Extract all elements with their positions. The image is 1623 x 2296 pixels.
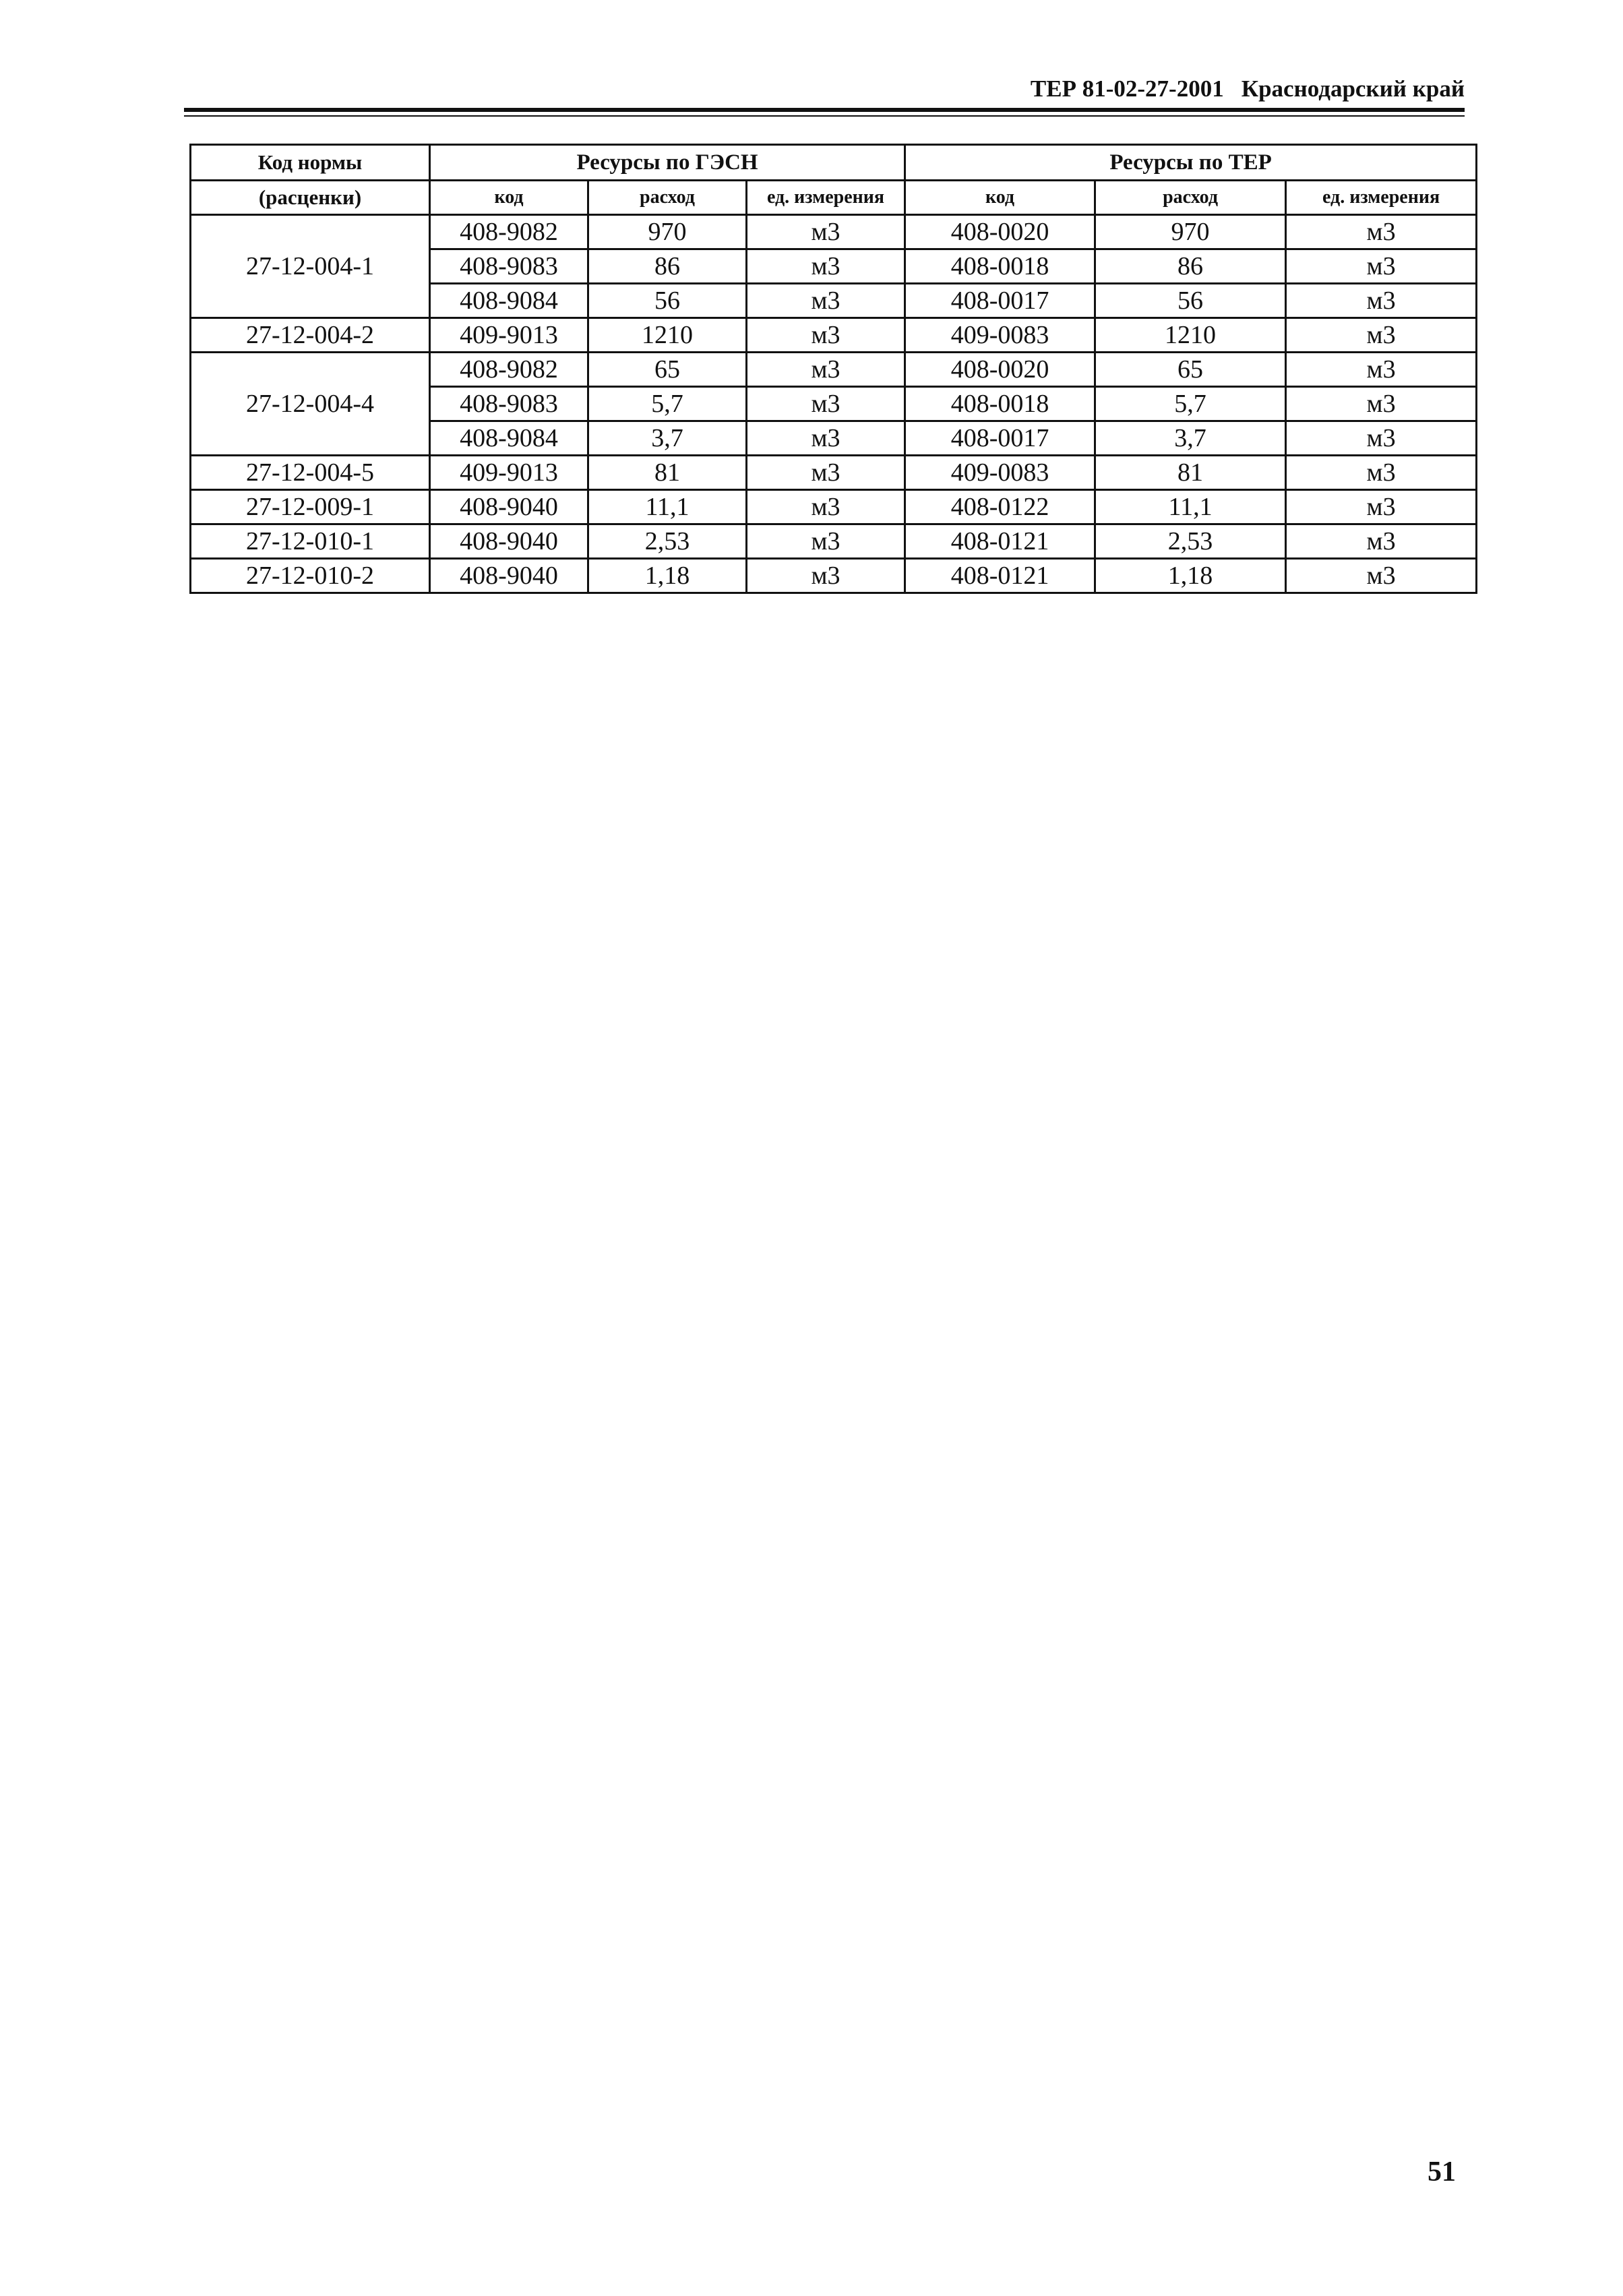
norm-code-cell: 27-12-010-1 <box>191 524 430 559</box>
gesn-usage-cell: 1210 <box>588 318 747 353</box>
header-rule-thin <box>184 115 1465 117</box>
gesn-code-cell: 408-9083 <box>430 249 588 284</box>
ter-code-header: код <box>905 181 1095 215</box>
gesn-usage-cell: 1,18 <box>588 559 747 593</box>
table-row <box>191 524 1477 559</box>
ter-unit-cell: м3 <box>1286 559 1477 593</box>
ter-code-cell: 408-0121 <box>905 524 1095 559</box>
ter-unit-cell: м3 <box>1286 456 1477 490</box>
ter-usage-cell: 56 <box>1095 284 1286 318</box>
ter-unit-cell: м3 <box>1286 215 1477 249</box>
page-number: 51 <box>1428 2156 1456 2187</box>
gesn-unit-cell: м3 <box>747 490 905 524</box>
running-header <box>184 75 1465 102</box>
ter-code-cell: 409-0083 <box>905 318 1095 353</box>
gesn-code-cell: 408-9040 <box>430 559 588 593</box>
gesn-usage-cell: 81 <box>588 456 747 490</box>
gesn-usage-cell: 11,1 <box>588 490 747 524</box>
ter-unit-cell: м3 <box>1286 524 1477 559</box>
gesn-unit-cell: м3 <box>747 353 905 387</box>
ter-code-cell: 408-0020 <box>905 215 1095 249</box>
gesn-code-cell: 408-9040 <box>430 524 588 559</box>
gesn-code-header: код <box>430 181 588 215</box>
gesn-unit-header: ед. измерения <box>747 181 905 215</box>
ter-usage-cell: 5,7 <box>1095 387 1286 421</box>
norm-code-cell: 27-12-004-2 <box>191 318 430 353</box>
norm-code-cell: 27-12-009-1 <box>191 490 430 524</box>
header-rule-thick <box>184 108 1465 112</box>
document-code: ТЕР 81-02-27-2001 <box>1030 75 1224 102</box>
gesn-code-cell: 408-9084 <box>430 421 588 456</box>
gesn-unit-cell: м3 <box>747 284 905 318</box>
gesn-code-cell: 408-9082 <box>430 353 588 387</box>
gesn-usage-cell: 3,7 <box>588 421 747 456</box>
ter-code-cell: 409-0083 <box>905 456 1095 490</box>
ter-usage-cell: 3,7 <box>1095 421 1286 456</box>
ter-unit-cell: м3 <box>1286 284 1477 318</box>
gesn-usage-cell: 5,7 <box>588 387 747 421</box>
ter-unit-cell: м3 <box>1286 387 1477 421</box>
ter-unit-cell: м3 <box>1286 249 1477 284</box>
norm-code-cell: 27-12-010-2 <box>191 559 430 593</box>
ter-code-cell: 408-0018 <box>905 249 1095 284</box>
gesn-code-cell: 408-9083 <box>430 387 588 421</box>
gesn-unit-cell: м3 <box>747 249 905 284</box>
norm-code-cell: 27-12-004-1 <box>191 215 430 318</box>
norm-code-header-sub: (расценки) <box>191 181 430 215</box>
gesn-group-header: Ресурсы по ГЭСН <box>430 145 905 181</box>
table-row <box>191 456 1477 490</box>
table-row <box>191 559 1477 593</box>
ter-usage-cell: 65 <box>1095 353 1286 387</box>
gesn-usage-cell: 86 <box>588 249 747 284</box>
gesn-unit-cell: м3 <box>747 215 905 249</box>
ter-unit-cell: м3 <box>1286 353 1477 387</box>
gesn-unit-cell: м3 <box>747 559 905 593</box>
gesn-code-cell: 408-9084 <box>430 284 588 318</box>
ter-group-header: Ресурсы по ТЕР <box>905 145 1477 181</box>
gesn-code-cell: 409-9013 <box>430 318 588 353</box>
resources-table <box>189 144 1477 594</box>
ter-usage-cell: 11,1 <box>1095 490 1286 524</box>
ter-unit-cell: м3 <box>1286 421 1477 456</box>
ter-usage-cell: 81 <box>1095 456 1286 490</box>
gesn-usage-header: расход <box>588 181 747 215</box>
gesn-unit-cell: м3 <box>747 387 905 421</box>
ter-unit-header: ед. измерения <box>1286 181 1477 215</box>
table-body <box>191 215 1477 593</box>
gesn-usage-cell: 65 <box>588 353 747 387</box>
gesn-code-cell: 409-9013 <box>430 456 588 490</box>
gesn-usage-cell: 970 <box>588 215 747 249</box>
ter-code-cell: 408-0017 <box>905 284 1095 318</box>
norm-code-header: Код нормы <box>191 145 430 181</box>
norm-code-cell: 27-12-004-5 <box>191 456 430 490</box>
ter-code-cell: 408-0122 <box>905 490 1095 524</box>
ter-unit-cell: м3 <box>1286 490 1477 524</box>
gesn-code-cell: 408-9082 <box>430 215 588 249</box>
gesn-unit-cell: м3 <box>747 421 905 456</box>
gesn-unit-cell: м3 <box>747 524 905 559</box>
gesn-unit-cell: м3 <box>747 456 905 490</box>
ter-usage-cell: 970 <box>1095 215 1286 249</box>
ter-code-cell: 408-0017 <box>905 421 1095 456</box>
gesn-unit-cell: м3 <box>747 318 905 353</box>
gesn-usage-cell: 2,53 <box>588 524 747 559</box>
table-row <box>191 490 1477 524</box>
gesn-code-cell: 408-9040 <box>430 490 588 524</box>
ter-usage-cell: 86 <box>1095 249 1286 284</box>
ter-unit-cell: м3 <box>1286 318 1477 353</box>
ter-usage-cell: 1210 <box>1095 318 1286 353</box>
table-row <box>191 353 1477 387</box>
table-row <box>191 318 1477 353</box>
gesn-usage-cell: 56 <box>588 284 747 318</box>
ter-usage-header: расход <box>1095 181 1286 215</box>
ter-usage-cell: 2,53 <box>1095 524 1286 559</box>
table-row <box>191 215 1477 249</box>
ter-code-cell: 408-0018 <box>905 387 1095 421</box>
ter-code-cell: 408-0020 <box>905 353 1095 387</box>
norm-code-cell: 27-12-004-4 <box>191 353 430 456</box>
region-name: Краснодарский край <box>1241 75 1465 102</box>
ter-usage-cell: 1,18 <box>1095 559 1286 593</box>
ter-code-cell: 408-0121 <box>905 559 1095 593</box>
